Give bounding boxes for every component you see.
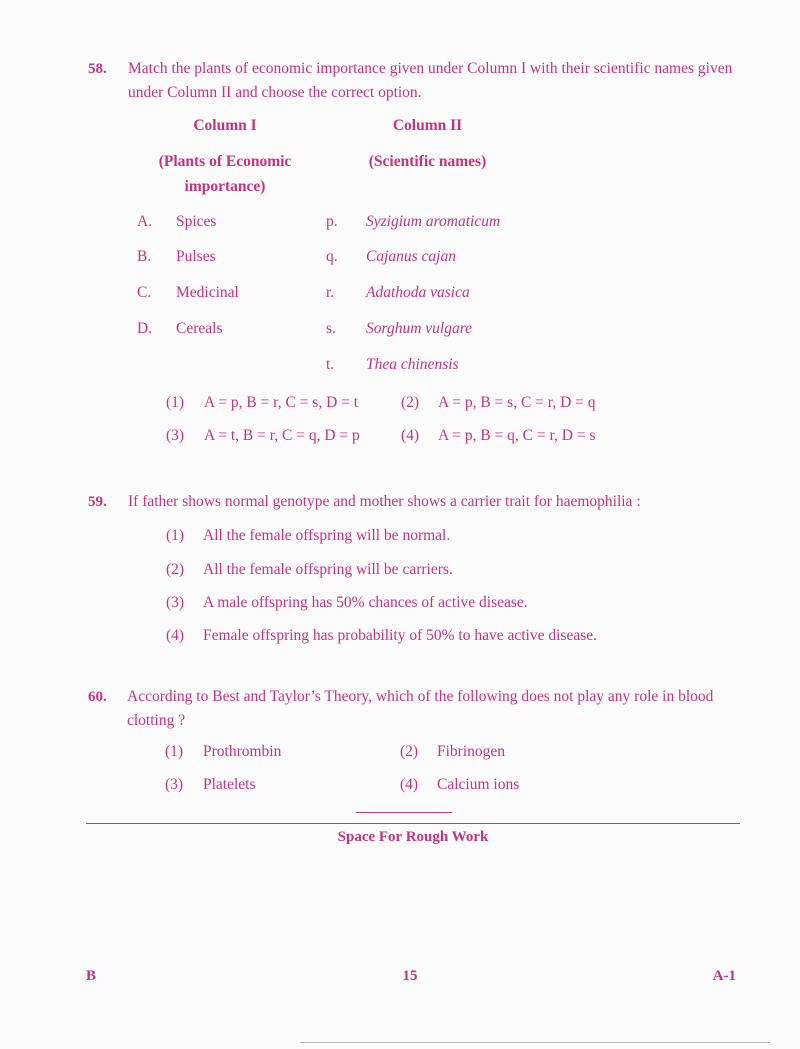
option-number: (1) [166, 394, 185, 411]
col2-key: r. [326, 284, 335, 301]
question-60-text: According to Best and Taylor’s Theory, which of the following does not play any role in blood clotting ? [127, 688, 714, 729]
col1-value: Medicinal [176, 284, 239, 301]
option-number: (3) [165, 776, 184, 793]
rough-work-divider [86, 823, 740, 824]
question-60-number: 60. [88, 689, 107, 705]
option-text: Female offspring has probability of 50% to have active disease. [203, 627, 597, 644]
column-1-subtitle-line1: (Plants of Economic [158, 153, 292, 170]
question-59-number: 59. [88, 494, 107, 510]
col2-key: s. [326, 320, 336, 337]
page-number: 15 [402, 968, 418, 984]
footer-series-code: A-1 [712, 968, 736, 984]
column-1-title: Column I [193, 117, 257, 134]
col1-value: Spices [176, 213, 217, 230]
col1-key: D. [137, 320, 153, 337]
scan-edge-line [300, 1042, 770, 1043]
col2-value: Sorghum vulgare [366, 320, 473, 337]
option-number: (4) [400, 776, 419, 793]
column-2-title: Column II [392, 117, 463, 134]
option-text: A = p, B = s, C = r, D = q [438, 394, 596, 411]
option-number: (1) [165, 743, 184, 760]
option-text: All the female offspring will be carriers. [203, 561, 453, 578]
option-number: (3) [166, 427, 185, 444]
option-text: Platelets [203, 776, 256, 793]
question-59-text: If father shows normal genotype and mother shows a carrier trait for haemophilia : [128, 493, 641, 510]
option-text: Calcium ions [437, 776, 520, 793]
col1-value: Pulses [176, 248, 216, 265]
option-text: A male offspring has 50% chances of active disease. [203, 594, 528, 611]
col1-key: C. [137, 284, 152, 301]
col2-value: Thea chinensis [366, 356, 459, 373]
option-text: A = p, B = r, C = s, D = t [204, 394, 359, 411]
footer-booklet-code: B [86, 968, 97, 984]
option-number: (4) [401, 427, 420, 444]
option-number: (3) [166, 594, 185, 611]
option-text: A = t, B = r, C = q, D = p [204, 427, 360, 444]
option-text: Prothrombin [203, 743, 282, 760]
option-text: All the female offspring will be normal. [203, 527, 451, 544]
col1-value: Cereals [176, 320, 223, 337]
col2-key: p. [326, 213, 338, 230]
col2-value: Syzigium aromaticum [366, 213, 501, 230]
rough-work-heading: Space For Rough Work [337, 829, 489, 845]
option-number: (4) [166, 627, 185, 644]
option-number: (2) [401, 394, 420, 411]
column-2-subtitle: (Scientific names) [368, 153, 487, 170]
col1-key: B. [137, 248, 152, 265]
option-number: (2) [166, 561, 185, 578]
col2-key: t. [326, 356, 335, 373]
col2-key: q. [326, 248, 338, 265]
col1-key: A. [137, 213, 153, 230]
question-58-number: 58. [88, 61, 107, 77]
question-58-text: Match the plants of economic importance given under Column I with their scientific names given under Column II and choose the correct option. [128, 60, 733, 101]
option-text: A = p, B = q, C = r, D = s [438, 427, 596, 444]
col2-value: Cajanus cajan [366, 248, 456, 265]
option-text: Fibrinogen [437, 743, 506, 760]
col2-value: Adathoda vasica [366, 284, 470, 301]
option-number: (2) [400, 743, 419, 760]
option-number: (1) [166, 527, 185, 544]
end-of-questions-rule [356, 812, 452, 813]
column-1-subtitle-line2: importance) [184, 178, 266, 195]
